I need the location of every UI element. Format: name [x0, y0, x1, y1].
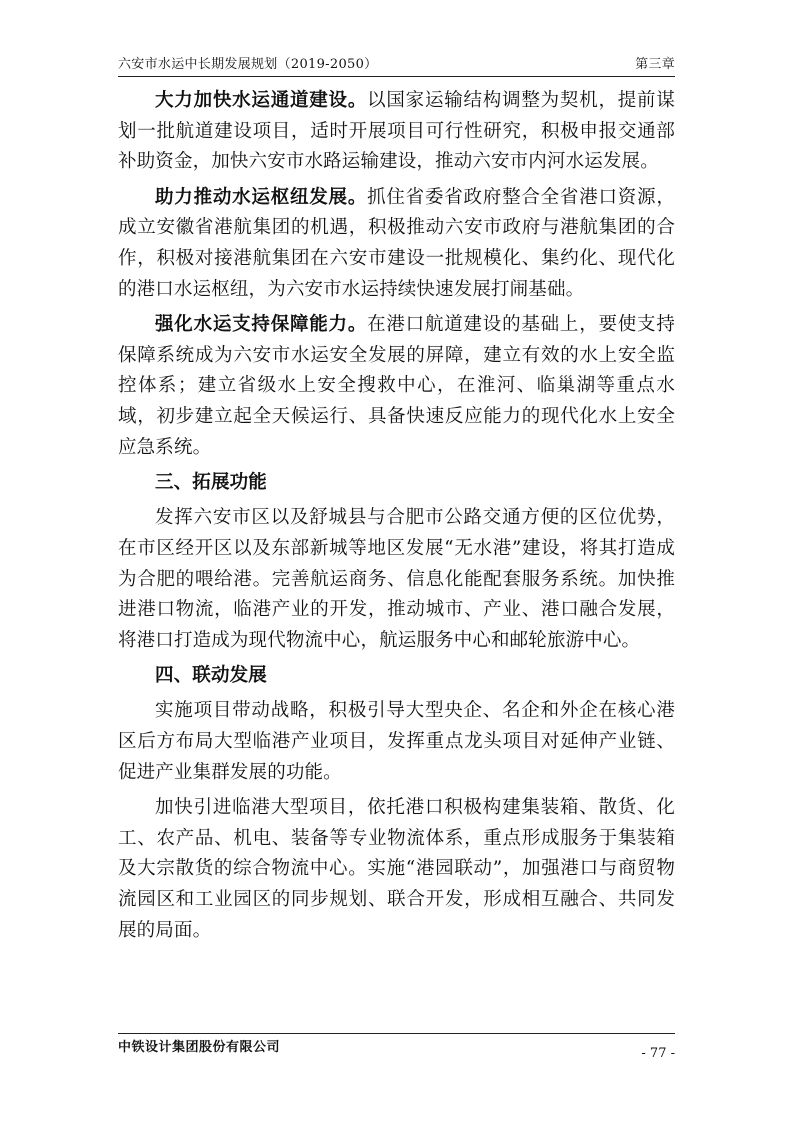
- footer-divider: [118, 1033, 675, 1034]
- paragraph-lead: 助力推动水运枢纽发展。: [155, 186, 368, 208]
- section-heading-expand-functions: 三、拓展功能: [155, 471, 267, 493]
- paragraph-lead: 强化水运支持保障能力。: [155, 313, 368, 335]
- document-title: 六安市水运中长期发展规划（2019-2050）: [118, 57, 378, 72]
- paragraph-waterway-construction: [118, 86, 675, 178]
- paragraph-support-capability: [118, 310, 675, 464]
- section-heading-linked-development: 四、联动发展: [155, 665, 267, 687]
- header-divider: [118, 76, 675, 77]
- page-number: - 77 -: [641, 1046, 675, 1061]
- document-body: [118, 86, 675, 951]
- page-header: [118, 53, 675, 73]
- paragraph-text: 抓住省委省政府整合全省港口资源，成立安徽省港航集团的机遇，积极推动六安市政府与港航集团的合作，积极对接港航集团在六安市建设一批规模化、集约化、现代化的港口水运枢纽，为六安市水运持续快速发展打闹基础。: [118, 186, 675, 300]
- paragraph-lead: 大力加快水运通道建设。: [155, 90, 368, 111]
- paragraph-text: 以国家运输结构调整为契机，提前谋划一批航道建设项目，适时开展项目可行性研究，积极申报交通部补助资金，加快六安市水路运输建设，推动六安市内河水运发展。: [118, 90, 675, 173]
- paragraph-text: 在港口航道建设的基础上，要使支持保障系统成为六安市水运安全发展的屏障，建立有效的水上安全监控体系；建立省级水上安全搜救中心，在淮河、临巢湖等重点水域，初步建立起全天候运行、具备快速反应能力的现代化水上安全应急系统。: [118, 313, 675, 458]
- paragraph-dry-port: 发挥六安市区以及舒城县与合肥市公路交通方便的区位优势，在市区经开区以及东部新城等地区发展“无水港”建设，将其打造成为合肥的喂给港。完善航运商务、信息化能配套服务系统。加快推进港口物流，临港产业的开发，推动城市、产业、港口融合发展，将港口打造成为现代物流中心，航运服务中心和邮轮旅游中心。: [118, 507, 675, 651]
- company-name: 中铁设计集团股份有限公司: [118, 1040, 281, 1055]
- paragraph-project-driven: 实施项目带动战略，积极引导大型央企、名企和外企在核心港区后方布局大型临港产业项目，发挥重点龙头项目对延伸产业链、促进产业集群发展的功能。: [118, 700, 675, 783]
- paragraph-hub-development: [118, 183, 675, 306]
- paragraph-port-park-linkage: 加快引进临港大型项目，依托港口积极构建集装箱、散货、化工、农产品、机电、装备等专业物流体系，重点形成服务于集装箱及大宗散货的综合物流中心。实施“港园联动”，加强港口与商贸物流园区和工业园区的同步规划、联合开发，形成相互融合、共同发展的局面。: [118, 796, 675, 941]
- chapter-label: 第三章: [635, 57, 675, 72]
- page-footer: [118, 1036, 675, 1066]
